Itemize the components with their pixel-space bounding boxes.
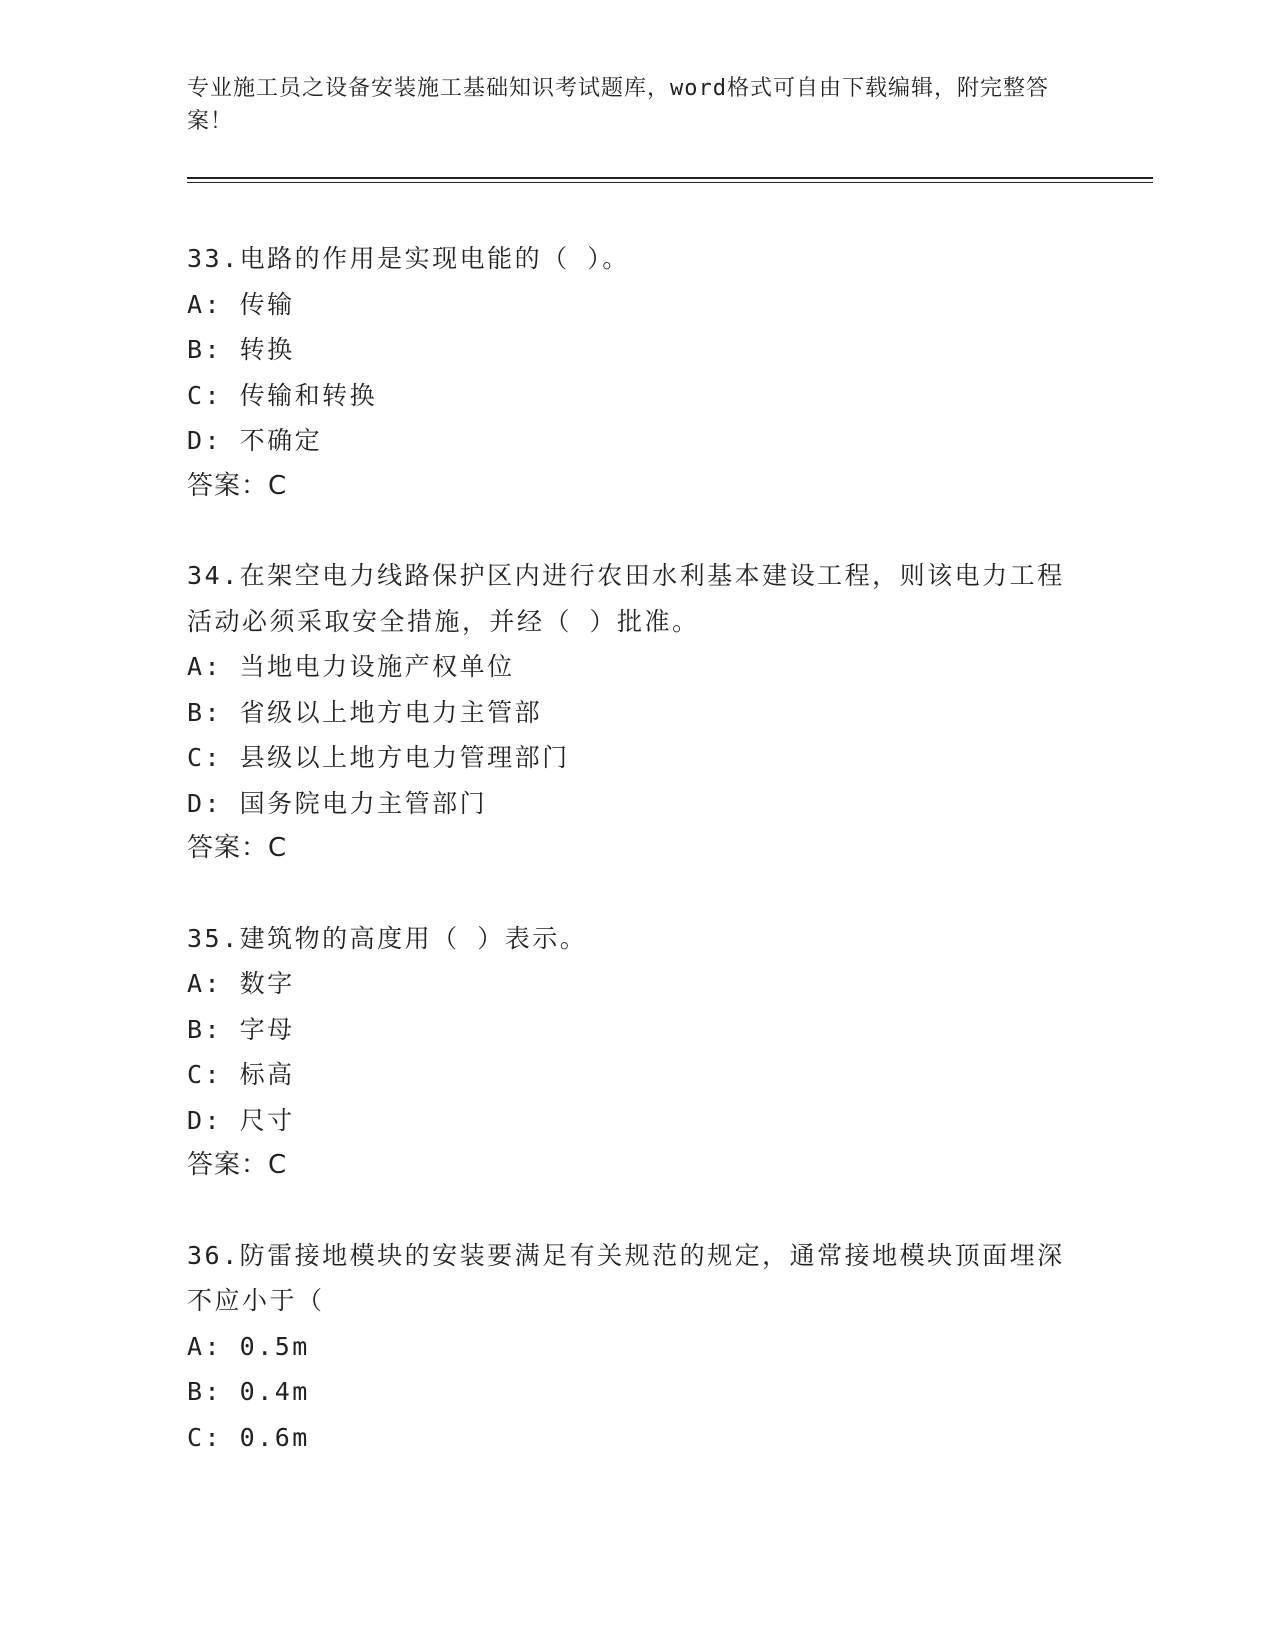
option-c: C: 县级以上地方电力管理部门 [187, 743, 570, 772]
question-34 [187, 553, 1087, 872]
answer: 答案：C [187, 833, 288, 863]
answer: 答案：C [187, 470, 288, 501]
option-b: B: 省级以上地方电力主管部 [187, 697, 543, 727]
question-35 [187, 916, 1087, 1189]
question-list [187, 236, 1087, 1504]
option-a: A: 传输 [187, 289, 295, 319]
header-divider-thin [187, 182, 1153, 183]
option-c: C: 标高 [187, 1060, 295, 1089]
option-a: A: 数字 [187, 969, 295, 998]
header-divider-thick [187, 177, 1153, 179]
option-c: C: 0.6m [187, 1422, 310, 1452]
option-d: D: 尺寸 [187, 1105, 295, 1135]
question-stem: 35.建筑物的高度用（ ）表示。 [187, 923, 588, 953]
option-b: B: 转换 [187, 335, 295, 364]
option-c: C: 传输和转换 [187, 380, 378, 410]
answer: 答案：C [187, 1150, 288, 1180]
header-description: 专业施工员之设备安装施工基础知识考试题库，word格式可自由下载编辑，附完整答案！ [187, 76, 1049, 134]
option-d: D: 不确定 [187, 426, 323, 455]
option-a: A: 当地电力设施产权单位 [187, 652, 515, 681]
question-stem: 34.在架空电力线路保护区内进行农田水利基本建设工程，则该电力工程活动必须采取安全措施，并经（ ）批准。 [187, 561, 1065, 636]
question-stem: 36.防雷接地模块的安装要满足有关规范的规定，通常接地模块顶面埋深不应小于（ [187, 1240, 1065, 1315]
option-a: A: 0.5m [187, 1331, 310, 1361]
question-36 [187, 1233, 1087, 1461]
option-b: B: 字母 [187, 1014, 295, 1044]
option-d: D: 国务院电力主管部门 [187, 788, 488, 818]
question-33 [187, 236, 1087, 509]
document-header [187, 72, 1067, 138]
option-b: B: 0.4m [187, 1377, 310, 1406]
question-stem: 33.电路的作用是实现电能的（ ）。 [187, 244, 630, 273]
